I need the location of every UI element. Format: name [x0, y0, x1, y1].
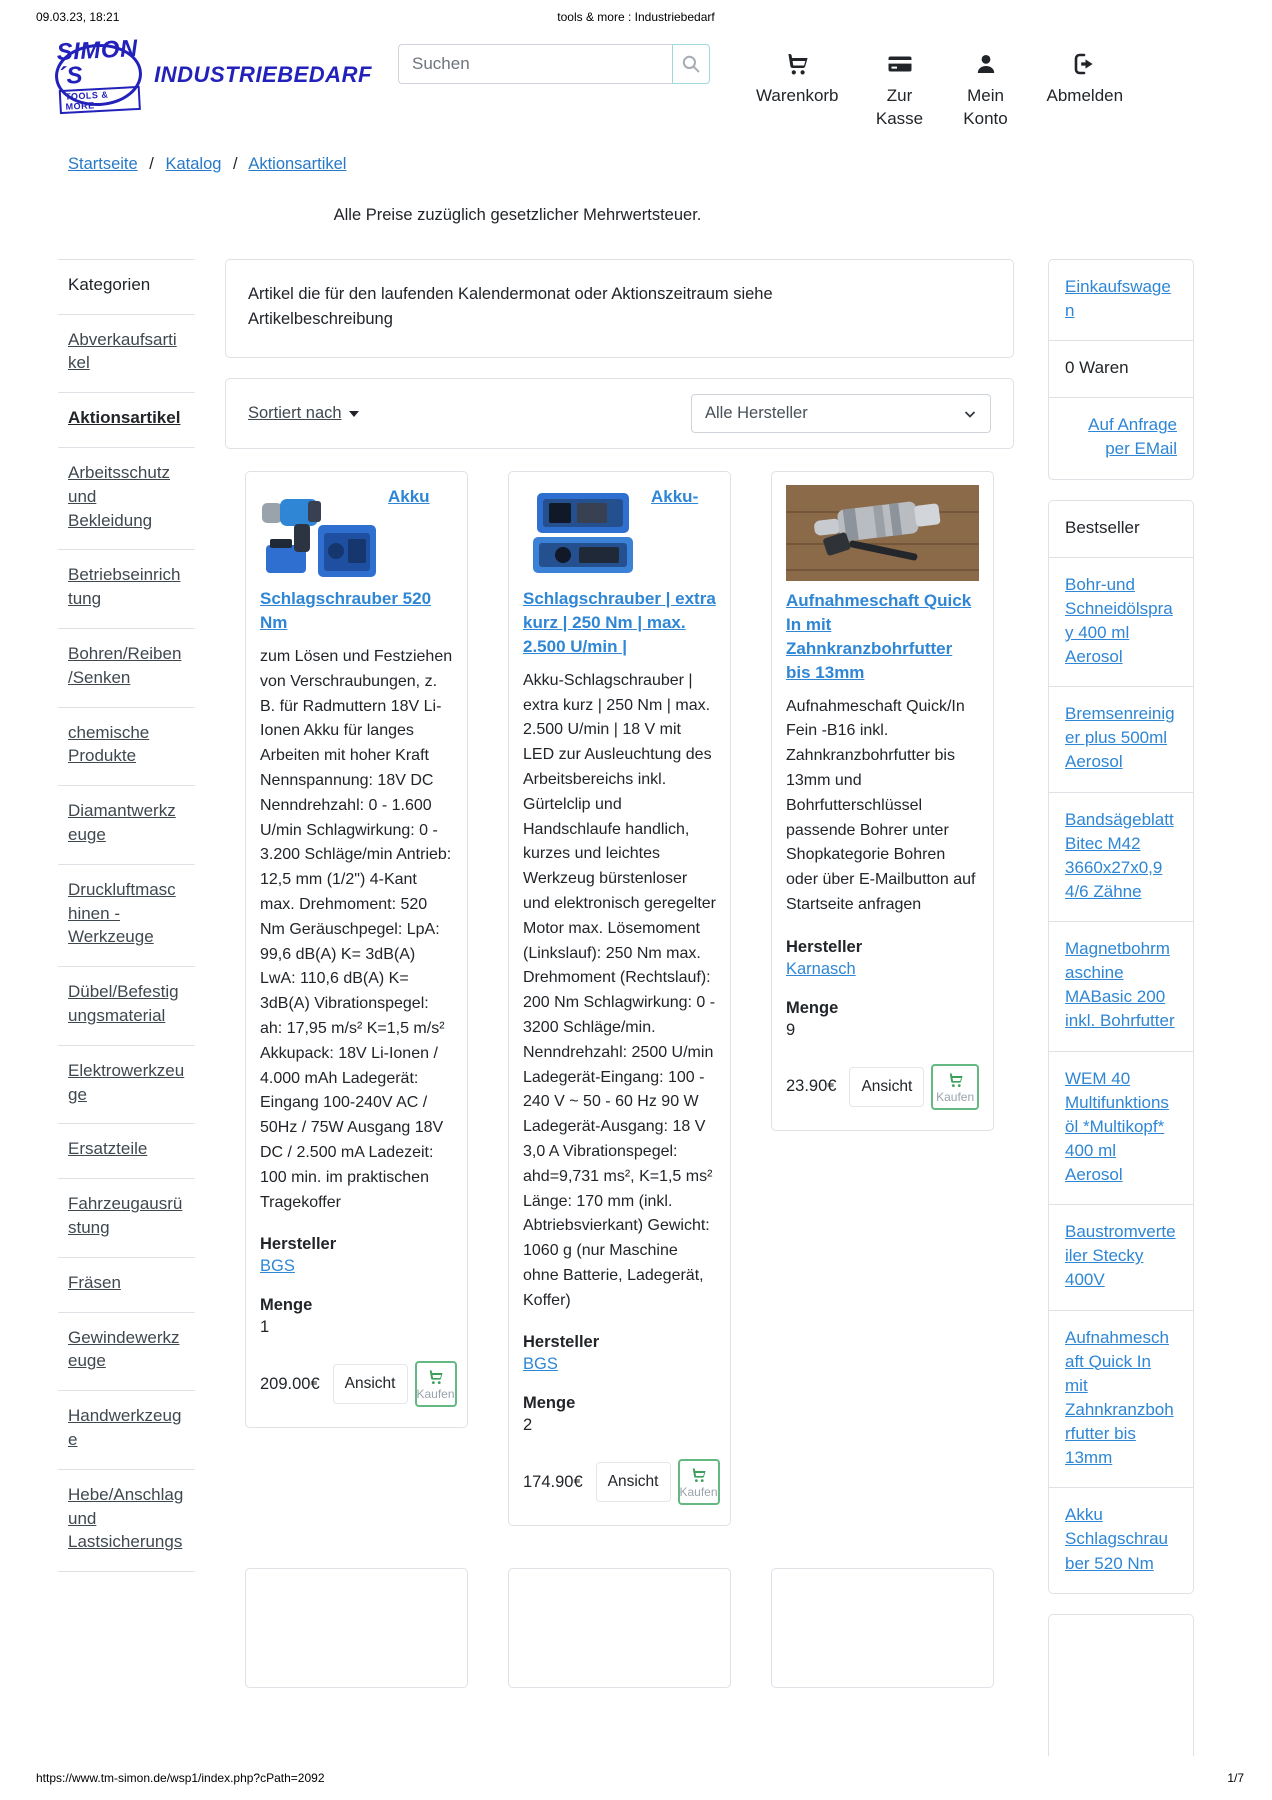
manufacturer-label: Hersteller: [260, 1235, 337, 1254]
header-nav: [756, 44, 1123, 131]
view-button[interactable]: Ansicht: [333, 1364, 408, 1404]
bestseller-title: Bestseller: [1065, 517, 1140, 537]
quantity-label: Menge: [523, 1394, 576, 1413]
footer-url: https://www.tm-simon.de/wsp1/index.php?cPath=2092: [36, 1771, 325, 1785]
nav-item-abmelden[interactable]: [1047, 52, 1124, 131]
product-price: 209.00€: [260, 1374, 320, 1393]
logo-oval: [53, 34, 143, 112]
buy-cart-icon: [946, 1072, 965, 1088]
bestseller-link[interactable]: Magnetbohrmaschine MABasic 200 inkl. Bohrfutter: [1065, 939, 1175, 1031]
caret-down-icon: [349, 411, 359, 417]
bestseller-link[interactable]: Bandsägeblatt Bitec M42 3660x27x0,9 4/6 Zähne: [1065, 809, 1174, 901]
product-image[interactable]: [523, 487, 643, 581]
nav-label: Zur Kasse: [875, 86, 924, 128]
nav-label: Abmelden: [1046, 86, 1124, 105]
sort-dropdown[interactable]: Sortiert nach: [248, 404, 342, 423]
next-product-card-stub: [508, 1568, 731, 1688]
buy-button[interactable]: [415, 1361, 457, 1407]
breadcrumb-separator: /: [149, 154, 154, 173]
simons-logo[interactable]: [55, 34, 372, 112]
bestseller-link[interactable]: Bremsenreiniger plus 500ml Aerosol: [1065, 704, 1175, 772]
product-description: Akku-Schlagschrauber | extra kurz | 250 Nm | max. 2.500 U/min | 18 V mit LED zur Ausleuchtung des Arbeitsbereichs inkl. Gürtelclip und Handschlaufe handlich, kurzes und leichtes Werkzeug bürstenloser und elektronisch geregelter Motor max. Lösemoment (Linkslauf): 250 Nm max. Drehmoment (Rechtslauf): 200 Nm Schlagwirkung: 0 - 3200 Schläge/min. Nenndrehzahl: 2500 U/min Ladegerät-Eingang: 100 - 240 V ~ 50 - 60 Hz 90 W Ladegerät-Ausgang: 18 V 3,0 A Vibrationspegel: ahd=9,731 ms², K=1,5 ms² Länge: 170 mm (inkl. Abtriebsvierkant) Gewicht: 1060 g (nur Maschine ohne Batterie, Ladegerät, Koffer): [523, 671, 717, 1309]
nav-item-zur-kasse[interactable]: [875, 52, 925, 131]
category-sidebar-title: Kategorien: [58, 260, 195, 315]
logo-sub-text: TOOLS & MORE: [59, 85, 141, 113]
products-row: [225, 471, 1014, 1526]
buy-cart-icon: [689, 1467, 708, 1483]
product-card: [508, 471, 731, 1526]
nav-item-mein-konto[interactable]: [961, 52, 1011, 131]
print-date: 09.03.23, 18:21: [36, 10, 120, 24]
manufacturer-link[interactable]: BGS: [260, 1257, 295, 1276]
breadcrumb: [0, 131, 1272, 174]
main-column: [225, 259, 1014, 1689]
search-icon: [681, 54, 701, 74]
sort-filter-bar: [225, 378, 1014, 449]
view-button[interactable]: Ansicht: [596, 1462, 671, 1502]
sidebar-item-druckluftmaschinen[interactable]: Druckluftmaschinen - Werkzeuge: [68, 879, 176, 947]
breadcrumb-link-startseite[interactable]: Startseite: [68, 154, 138, 173]
product-title-link[interactable]: Akku-Schlagschrauber | extra kurz | 250 Nm | max. 2.500 U/min |: [523, 487, 716, 656]
buy-button[interactable]: [931, 1064, 979, 1110]
email-request-link[interactable]: Auf Anfrage per EMail: [1088, 415, 1177, 459]
product-price: 23.90€: [786, 1077, 837, 1096]
manufacturer-label: Hersteller: [523, 1333, 600, 1352]
next-products-row: [225, 1568, 1014, 1688]
tax-tagline: Alle Preise zuzüglich gesetzlicher Mehrwertsteuer.: [333, 205, 702, 224]
print-doc-title: tools & more : Industriebedarf: [557, 10, 715, 24]
next-product-card-stub: [245, 1568, 468, 1688]
logo-wordmark: INDUSTRIEBEDARF: [154, 62, 372, 87]
print-footer: [0, 1756, 1272, 1800]
product-image[interactable]: [786, 485, 979, 581]
notice-box: [225, 259, 1014, 359]
category-sidebar: [58, 259, 195, 1572]
product-title-link[interactable]: Aufnahmeschaft Quick In mit Zahnkranzbohrfutter bis 13mm: [786, 591, 972, 682]
sidebar-item-elektrowerkzeuge[interactable]: Elektrowerkzeuge: [68, 1060, 185, 1104]
bestseller-link[interactable]: Akku Schlagschrauber 520 Nm: [1065, 1505, 1169, 1573]
search-bar: [398, 44, 710, 84]
product-description: Aufnahmeschaft Quick/In Fein -B16 inkl. Zahnkranzbohrfutter bis 13mm und Bohrfutterschlüssel passende Bohrer unter Shopkategorie Bohren oder über E-Mailbutton auf Startseite anfragen: [786, 697, 976, 913]
buy-button-label: Kaufen: [936, 1089, 975, 1104]
right-sidebar: [1048, 259, 1194, 1800]
notice-text: Artikel die für den laufenden Kalendermonat oder Aktionszeitraum siehe Artikelbeschreibung: [248, 284, 773, 328]
product-price: 174.90€: [523, 1472, 583, 1491]
sidebar-item-betriebseinrichtung[interactable]: Betriebseinrichtung: [68, 565, 181, 609]
manufacturer-label: Hersteller: [786, 937, 863, 956]
buy-cart-icon: [426, 1369, 445, 1385]
sidebar-item-duebel-befestigung[interactable]: Dübel/Befestigungsmaterial: [68, 982, 179, 1026]
sidebar-item-fahrzeugausruestung[interactable]: Fahrzeugausrüstung: [68, 1194, 183, 1237]
search-button[interactable]: [672, 44, 710, 84]
product-description: zum Lösen und Festziehen von Verschraubungen, z. B. für Radmuttern 18V Li-Ionen Akku für langes Arbeiten mit hoher Kraft Nennspannung: 18V DC Nenndrehzahl: 0 - 1.600 U/min Schlagwirkung: 0 - 3.200 Schläge/min Antrieb: 12,5 mm (1/2") 4-Kant max. Drehmoment: 520 Nm Geräuschpegel: LpA: 99,6 dB(A) K= 3dB(A) LwA: 110,6 dB(A) K= 3dB(A) Vibrationspegel: ah: 17,95 m/s² K=1,5 m/s² Akkupack: 18V Li-Ionen / 4.000 mAh Ladegerät: Eingang 100-240V AC / 50Hz / 75W Ausgang 18V DC / 2.500 mA Ladezeit: 100 min. im praktischen Tragekoffer: [260, 647, 453, 1211]
product-card: [771, 471, 994, 1130]
chevron-down-icon: [963, 407, 977, 421]
product-image[interactable]: [260, 487, 380, 581]
quantity-label: Menge: [260, 1296, 313, 1315]
product-title-link[interactable]: Akku Schlagschrauber 520 Nm: [260, 487, 432, 633]
sidebar-item-chemische-produkte[interactable]: chemische Produkte: [68, 722, 150, 766]
cart-icon: [783, 52, 811, 76]
sidebar-item-fraesen[interactable]: Fräsen: [68, 1272, 121, 1292]
cart-link[interactable]: Einkaufswagen: [1065, 276, 1171, 320]
quantity-value: 1: [260, 1318, 270, 1337]
sidebar-item-diamantwerkzeuge[interactable]: Diamantwerkzeuge: [68, 801, 176, 845]
nav-label: Warenkorb: [756, 86, 839, 105]
sidebar-item-aktionsartikel[interactable]: Aktionsartikel: [68, 408, 181, 428]
user-icon: [974, 52, 998, 76]
breadcrumb-link-aktionsartikel[interactable]: Aktionsartikel: [248, 154, 347, 173]
sidebar-item-ersatzteile[interactable]: Ersatzteile: [68, 1139, 148, 1159]
manufacturer-select[interactable]: [691, 394, 991, 433]
quantity-value: 9: [786, 1020, 796, 1039]
credit-card-icon: [887, 52, 913, 76]
search-input[interactable]: [398, 44, 672, 84]
buy-button-label: Kaufen: [416, 1387, 455, 1402]
quantity-value: 2: [523, 1416, 533, 1435]
cart-summary-box: [1048, 259, 1194, 480]
content: [0, 259, 1272, 1800]
bestseller-box: [1048, 500, 1194, 1594]
quantity-label: Menge: [786, 998, 839, 1017]
product-card: [245, 471, 468, 1428]
cart-count: 0 Waren: [1049, 340, 1193, 397]
page-indicator: 1/7: [1227, 1771, 1244, 1785]
buy-button-label: Kaufen: [679, 1485, 718, 1500]
next-product-card-stub: [771, 1568, 994, 1688]
bestseller-link[interactable]: Baustromverteiler Stecky 400V: [1065, 1222, 1176, 1290]
breadcrumb-separator: /: [233, 154, 238, 173]
sidebar-item-gewindewerkzeuge[interactable]: Gewindewerkzeuge: [68, 1327, 180, 1371]
sidebar-item-bohren-reiben-senken[interactable]: Bohren/Reiben/Senken: [68, 644, 182, 687]
manufacturer-select-value: Alle Hersteller: [705, 404, 808, 423]
logo-brand-text: SIMON´S: [56, 34, 139, 90]
buy-button[interactable]: [678, 1459, 720, 1505]
view-button[interactable]: Ansicht: [849, 1067, 924, 1107]
sidebar-item-arbeitsschutz[interactable]: Arbeitsschutz und Bekleidung: [68, 463, 171, 530]
nav-item-warenkorb[interactable]: [756, 52, 839, 131]
manufacturer-link[interactable]: Karnasch: [786, 959, 856, 978]
sidebar-item-abverkaufsartikel[interactable]: Abverkaufsartikel: [68, 329, 177, 373]
manufacturer-link[interactable]: BGS: [523, 1355, 558, 1374]
breadcrumb-link-katalog[interactable]: Katalog: [165, 154, 222, 173]
sidebar-item-hebe-anschlag[interactable]: Hebe/Anschlag und Lastsicherungs: [68, 1484, 184, 1552]
nav-label: Mein Konto: [963, 86, 1008, 128]
sidebar-item-handwerkzeuge[interactable]: Handwerkzeuge: [68, 1406, 182, 1449]
bestseller-link[interactable]: WEM 40 Multifunktionsöl *Multikopf* 400 ml Aerosol: [1065, 1068, 1169, 1184]
bestseller-link[interactable]: Bohr-und Schneidölspray 400 ml Aerosol: [1065, 574, 1173, 666]
logout-icon: [1072, 52, 1098, 76]
bestseller-link[interactable]: Aufnahmeschaft Quick In mit Zahnkranzbohrfutter bis 13mm: [1065, 1327, 1174, 1468]
print-header: [0, 10, 1272, 26]
